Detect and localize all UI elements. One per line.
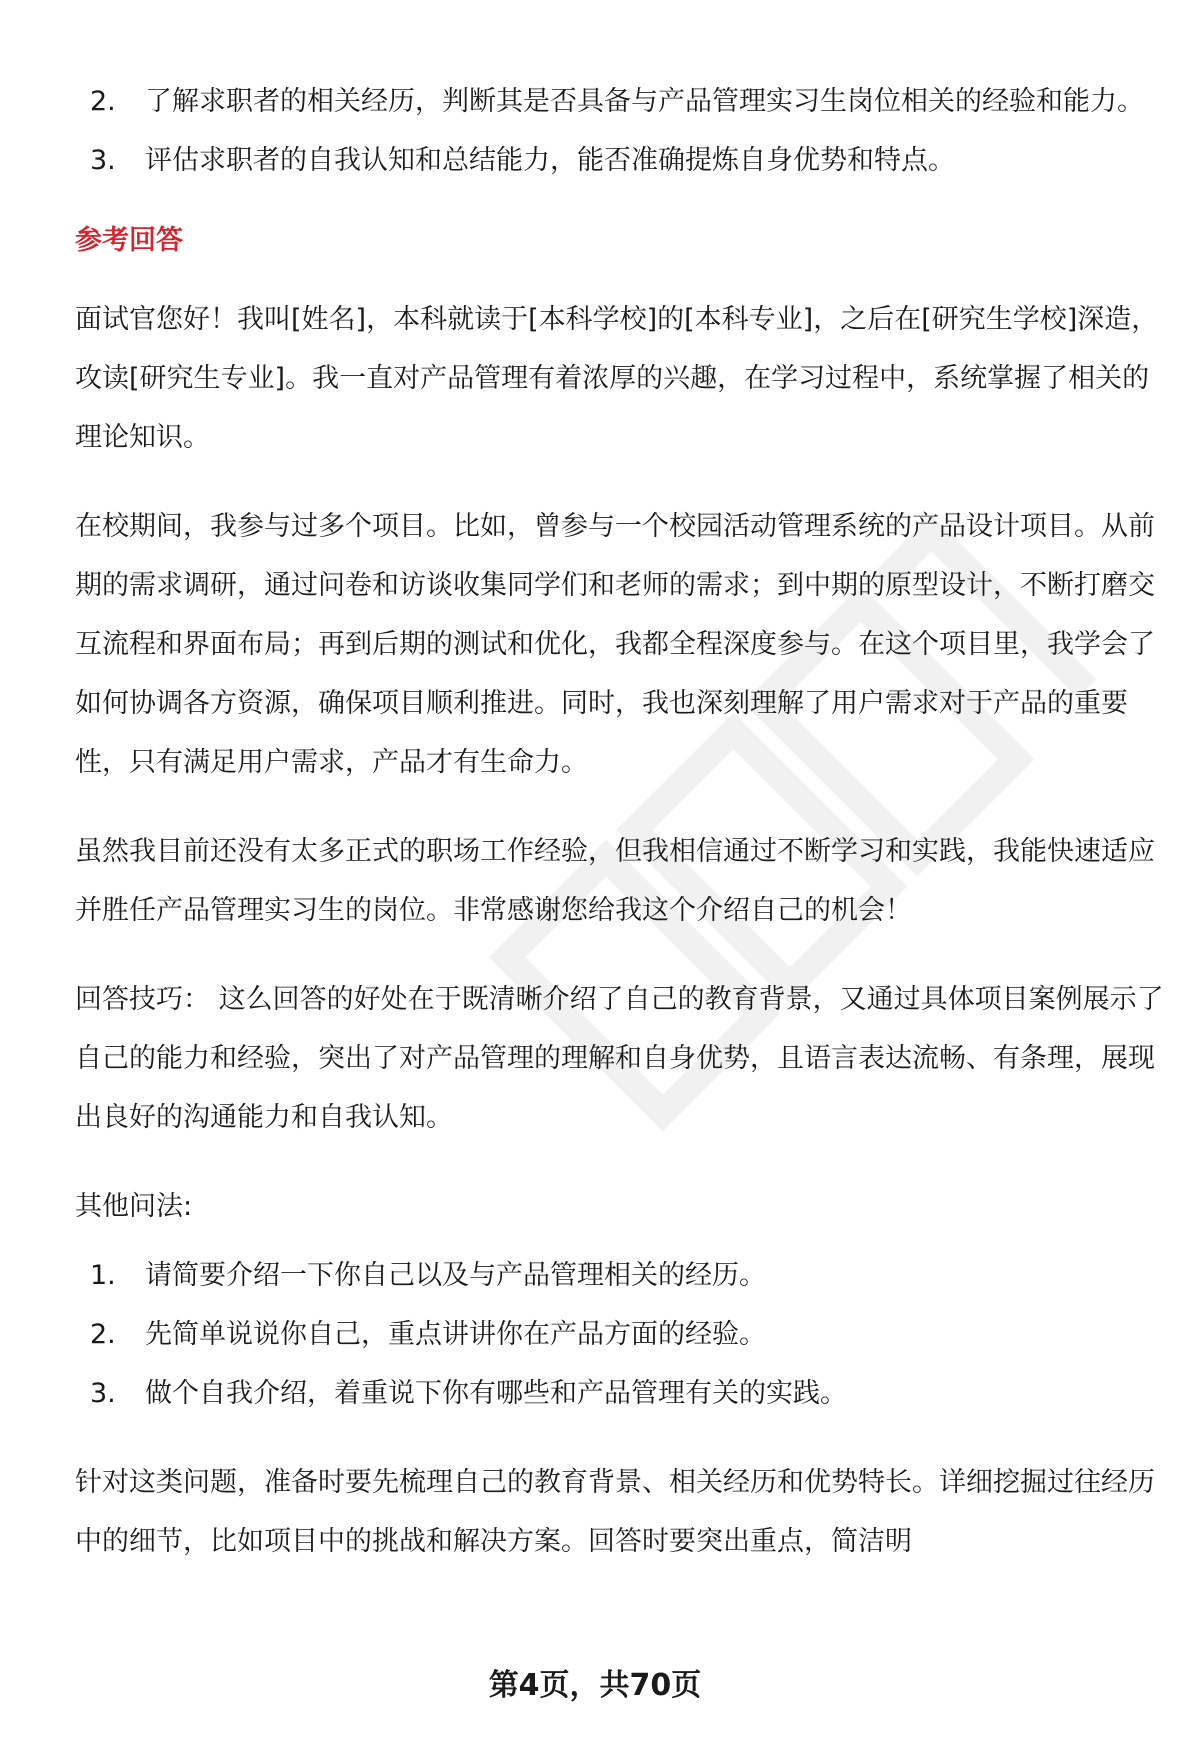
other-questions-list	[75, 1246, 1175, 1423]
answer-paragraph: 在校期间，我参与过多个项目。比如，曾参与一个校园活动管理系统的产品设计项目。从前期的需求调研，通过问卷和访谈收集同学们和老师的需求；到中期的原型设计，不断打磨交互流程和界面布局；再到后期的测试和优化，我都全程深度参与。在这个项目里，我学会了如何协调各方资源，确保项目顺利推进。同时，我也深刻理解了用户需求对于产品的重要性，只有满足用户需求，产品才有生命力。	[75, 511, 1155, 778]
list-number: 3.	[90, 1378, 116, 1409]
list-number: 2.	[90, 1319, 116, 1350]
list-text: 先简单说说你自己，重点讲讲你在产品方面的经验。	[145, 1319, 766, 1350]
list-number: 1.	[90, 1260, 116, 1291]
list-text: 做个自我介绍，着重说下你有哪些和产品管理有关的实践。	[145, 1378, 847, 1409]
list-number: 3.	[90, 145, 116, 176]
answer-tips: 回答技巧： 这么回答的好处在于既清晰介绍了自己的教育背景，又通过具体项目案例展示了自己的能力和经验，突出了对产品管理的理解和自身优势，且语言表达流畅、有条理，展现出良好的沟通能力和自我认知。	[75, 984, 1164, 1133]
list-number: 2.	[90, 86, 116, 117]
list-item	[90, 72, 1175, 131]
list-text: 了解求职者的相关经历，判断其是否具备与产品管理实习生岗位相关的经验和能力。	[145, 86, 1144, 117]
closing-paragraph: 针对这类问题，准备时要先梳理自己的教育背景、相关经历和优势特长。详细挖掘过往经历中的细节，比如项目中的挑战和解决方案。回答时要突出重点，简洁明	[75, 1467, 1155, 1557]
list-text: 评估求职者的自我认知和总结能力，能否准确提炼自身优势和特点。	[145, 145, 955, 176]
reference-answer-heading: 参考回答	[75, 225, 183, 256]
list-item	[90, 131, 1175, 190]
list-item	[90, 1364, 1175, 1423]
answer-paragraph: 面试官您好！我叫[姓名]，本科就读于[本科学校]的[本科专业]，之后在[研究生学校]深造，攻读[研究生专业]。我一直对产品管理有着浓厚的兴趣，在学习过程中，系统掌握了相关的理论知识。	[75, 304, 1159, 453]
intro-list	[75, 72, 1175, 190]
list-text: 请简要介绍一下你自己以及与产品管理相关的经历。	[145, 1260, 766, 1291]
other-questions-heading: 其他问法:	[75, 1191, 193, 1222]
page-footer: 第4页，共70页	[488, 1668, 702, 1703]
list-item	[90, 1246, 1175, 1305]
document-content	[75, 72, 1175, 1571]
answer-paragraph: 虽然我目前还没有太多正式的职场工作经验，但我相信通过不断学习和实践，我能快速适应并胜任产品管理实习生的岗位。非常感谢您给我这个介绍自己的机会！	[75, 836, 1155, 926]
list-item	[90, 1305, 1175, 1364]
